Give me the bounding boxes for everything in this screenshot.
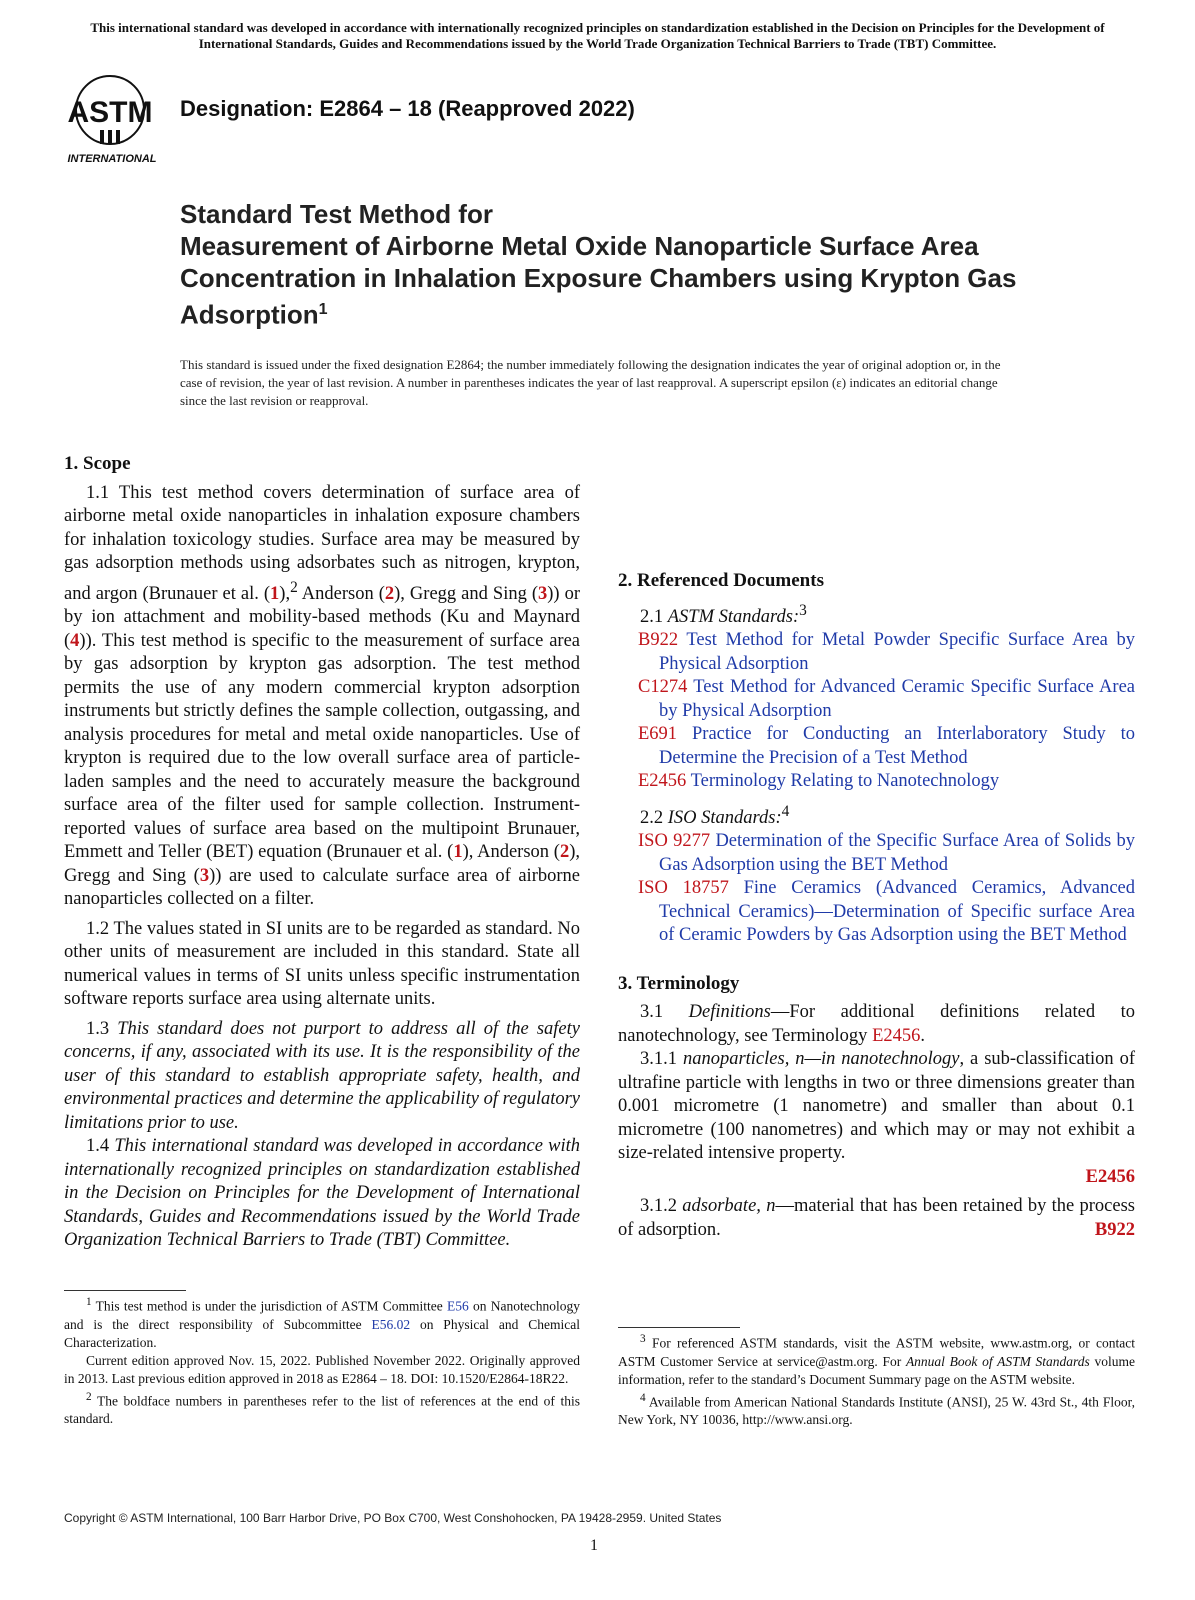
page-number: 1	[590, 1537, 598, 1554]
footnote-1: $^1$ This test method is under the jurisdiction of ASTM Committee E56 on Nanotechnology and is the direct responsibility of Subcommittee E56.02 on Physical and Chemical Characterization.	[64, 1296, 580, 1350]
footnote-3: $^3$ For referenced ASTM standards, visit the ASTM website, www.astm.org, or contact ASTM Customer Service at service@astm.org. For Annual Book of ASTM Standards volume information, refer to the standard’s Document Summary page on the ASTM website.	[618, 1333, 1136, 1387]
ref-e691[interactable]: E691 Practice for Conducting an Interlaboratory Study to Determine the Precision of a Test Method	[638, 724, 1136, 768]
scope-1-1: 1.1 This test method covers determination of surface area of airborne metal oxide nanoparticles in inhalation exposure chambers for inhalation toxicology studies. Surface area may be measured by gas adsorption methods using adsorbates such as nitrogen, krypton, and argon (Brunauer et al. (1),$^2$ Anderson (2), Gregg and Sing (3)) or by ion attachment and mobility-based methods (Ku and Maynard (4)). This test method is specific to the measurement of surface area by gas adsorption by krypton gas adsorption. The test method permits the use of any modern commercial krypton adsorption instruments but strictly defines the sample collection, outgassing, and analysis procedures for metal and metal oxide nanoparticles. Use of krypton is required due to the low overall surface area of particle-laden samples and the need to accurately measure the background surface area of the filter used for sample collection. Instrument-reported values of surface area based on the multipoint Brunauer, Emmett and Teller (BET) equation (Brunauer et al. (1), Anderson (2), Gregg and Sing (3)) are used to calculate surface area of airborne nanoparticles collected on a filter.	[64, 482, 581, 910]
ref-2-link[interactable]: 2	[384, 583, 395, 604]
logo-text: ASTM	[67, 96, 153, 129]
astm-logo	[62, 72, 168, 168]
left-column	[64, 452, 580, 1253]
e56-02-link[interactable]: E56.02	[371, 1316, 411, 1332]
referenced-heading: 2. Referenced Documents	[618, 570, 824, 591]
ref-4-link[interactable]: 4	[70, 630, 80, 651]
ref-2-link[interactable]: 2	[559, 842, 570, 863]
ref-iso-9277[interactable]: ISO 9277 Determination of the Specific Surface Area of Solids by Gas Adsorption using the BET Method	[638, 831, 1135, 875]
term-adsorbate: 3.1.2 adsorbate, n—material that has been retained by the process of adsorption. B922	[618, 1195, 1135, 1242]
ref-1-link[interactable]: 1	[453, 842, 463, 863]
footnote-4: $^4$ Available from American National Standards Institute (ANSI), 25 W. 43rd St., 4th Floor, New York, NY 10036, http://www.ansi.org.	[618, 1391, 1135, 1427]
ref-3-link[interactable]: 3	[199, 865, 210, 886]
e2456-link[interactable]: E2456	[872, 1025, 921, 1046]
footnote-rule-right	[618, 1327, 740, 1328]
ref-3-link[interactable]: 3	[538, 583, 548, 604]
ref-e2456[interactable]: E2456 Terminology Relating to Nanotechnology	[638, 771, 1000, 792]
footnote-2: $^2$ The boldface numbers in parentheses refer to the list of references at the end of this standard.	[64, 1390, 580, 1426]
ref-1-link[interactable]: 1	[270, 583, 280, 604]
ref-iso-18757[interactable]: ISO 18757 Fine Ceramics (Advanced Ceramics, Advanced Technical Ceramics)—Determination of Specific surface Area of Ceramic Powders by Gas Adsorption using the BET Method	[638, 878, 1136, 946]
designation: Designation: E2864 – 18 (Reapproved 2022)	[180, 96, 635, 121]
copyright: Copyright © ASTM International, 100 Barr Harbor Drive, PO Box C700, West Conshohocken, PA 19428-2959. United States	[64, 1511, 722, 1525]
footnotes-left	[64, 1293, 580, 1428]
scope-1-2: 1.2 The values stated in SI units are to be regarded as standard. No other units of measurement are included in this standard. State all numerical values in terms of SI units unless specific instrumentation software reports surface area using alternate units.	[64, 918, 580, 1010]
title-line-2: Measurement of Airborne Metal Oxide Nanoparticle Surface Area Concentration in Inhalation Exposure Chambers using Krypton Gas Adsorption	[180, 231, 1017, 330]
scope-1-4: 1.4 This international standard was developed in accordance with internationally recognized principles on standardization established in the Decision on Principles for the Development of International Standards, Guides and Recommendations issued by the World Trade Organization Technical Barriers to Trade (TBT) Committee.	[64, 1136, 581, 1251]
term-source-b922[interactable]: B922	[1094, 1219, 1135, 1240]
e56-link[interactable]: E56	[447, 1298, 469, 1314]
definitions-3-1: 3.1 Definitions—For additional definitions related to nanotechnology, see Terminology E2456.	[618, 1002, 1136, 1046]
issued-note: This standard is issued under the fixed designation E2864; the number immediately following the designation indicates the year of original adoption or, in the case of revision, the year of last revision. A number in parentheses indicates the year of last reapproval. A superscript epsilon (ε) indicates an editorial change since the last revision or reapproval.	[180, 357, 1001, 408]
terminology-heading: 3. Terminology	[618, 972, 740, 994]
edition-note: Current edition approved Nov. 15, 2022. Published November 2022. Originally approved in 2013. Last previous edition approved in 2018 as E2864 – 18. DOI: 10.1520/E2864-18R22.	[64, 1352, 580, 1386]
astm-standards-label: 2.1 ASTM Standards:$^3$	[640, 601, 807, 627]
logo-subtext: INTERNATIONAL	[67, 153, 157, 165]
ref-c1274[interactable]: C1274 Test Method for Advanced Ceramic Specific Surface Area by Physical Adsorption	[638, 677, 1135, 721]
ref-b922[interactable]: B922 Test Method for Metal Powder Specific Surface Area by Physical Adsorption	[638, 630, 1135, 674]
tbt-notice: This international standard was developed in accordance with internationally recognized principles on standardization established in the Decision on Principles for the Development of International Standards, Guides and Recommendations issued by the World Trade Organization Technical Barriers to Trade (TBT) Committee.	[90, 20, 1105, 51]
title-footnote-mark: 1	[318, 301, 328, 318]
iso-standards-label: 2.2 ISO Standards:$^4$	[640, 802, 790, 828]
term-source-e2456[interactable]: E2456	[1085, 1166, 1135, 1187]
footnotes-right	[618, 1330, 1135, 1429]
right-column	[618, 452, 1135, 1242]
footnote-rule-left	[64, 1290, 186, 1291]
scope-heading: 1. Scope	[64, 453, 131, 474]
title-line-1: Standard Test Method for	[180, 199, 493, 229]
document-title	[180, 198, 1060, 331]
scope-1-3: 1.3 This standard does not purport to address all of the safety concerns, if any, associated with its use. It is the responsibility of the user of this standard to establish appropriate safety, health, and environmental practices and determine the applicability of regulatory limitations prior to use.	[64, 1018, 581, 1133]
term-nanoparticles: 3.1.1 nanoparticles, n—in nanotechnology, a sub-classification of ultrafine particle with lengths in two or three dimensions greater than 0.001 micrometre (1 nanometre) and smaller than about 0.1 micrometre (100 nanometres) and which may or may not exhibit a size-related intensive property. E2456	[618, 1048, 1135, 1189]
